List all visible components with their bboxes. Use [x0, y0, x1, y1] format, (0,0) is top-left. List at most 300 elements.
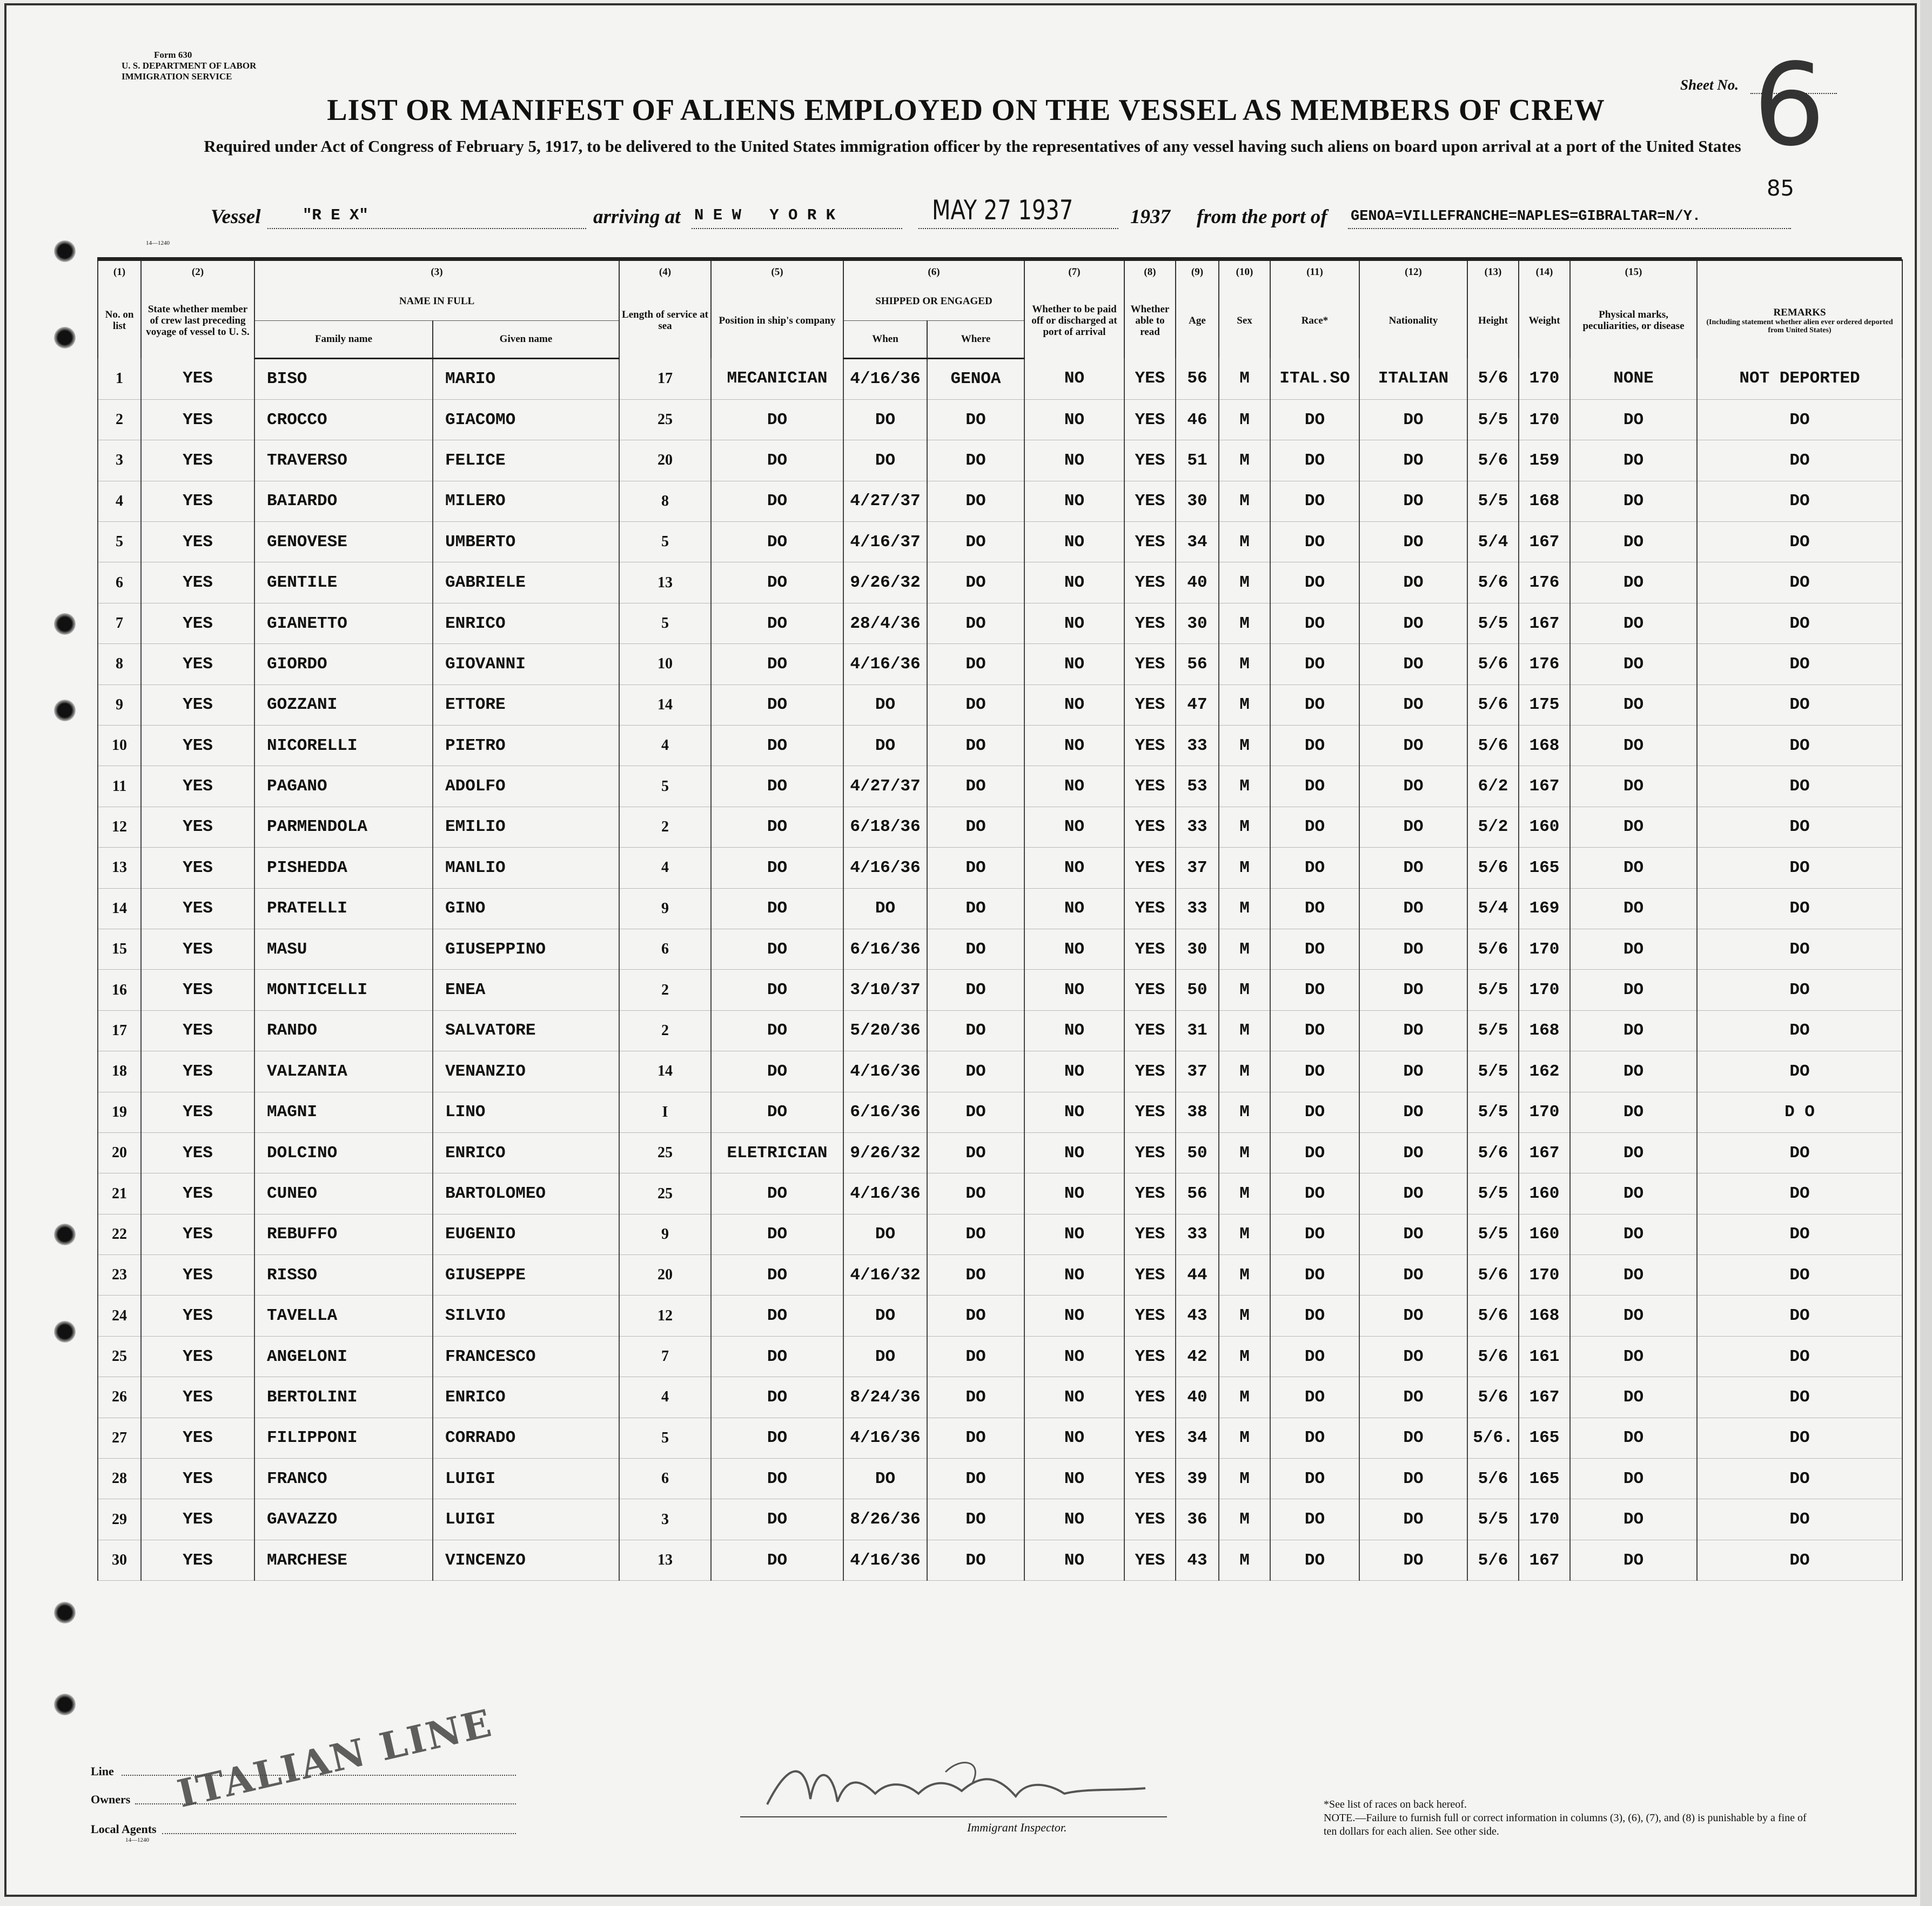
cell-race: DO	[1270, 644, 1359, 684]
header-remarks-title: REMARKS	[1773, 306, 1826, 318]
cell-no: 23	[98, 1255, 141, 1296]
cell-when: 4/16/36	[843, 1418, 927, 1458]
cell-read: YES	[1124, 807, 1176, 847]
cell-remarks: DO	[1697, 970, 1902, 1010]
cell-age: 43	[1176, 1540, 1219, 1580]
cell-marks: DO	[1570, 440, 1697, 481]
cell-sex: M	[1219, 684, 1270, 725]
cell-height: 5/4	[1467, 888, 1519, 929]
column-number-row	[98, 260, 1902, 283]
cell-race: DO	[1270, 1173, 1359, 1214]
cell-nat: DO	[1359, 929, 1467, 969]
header-name-in-full: NAME IN FULL	[254, 283, 619, 320]
table-row	[98, 440, 1902, 481]
cell-no: 7	[98, 603, 141, 643]
cell-service: 9	[619, 888, 711, 929]
cell-given: SALVATORE	[433, 1010, 619, 1051]
footnote	[1324, 1798, 1810, 1838]
header-physical: Physical marks, peculiarities, or disease	[1570, 283, 1697, 358]
cell-read: YES	[1124, 970, 1176, 1010]
cell-race: DO	[1270, 1499, 1359, 1540]
cell-no: 2	[98, 399, 141, 440]
header-sex: Sex	[1219, 283, 1270, 358]
cell-read: YES	[1124, 1459, 1176, 1499]
cell-height: 5/6	[1467, 1255, 1519, 1296]
cell-us: YES	[141, 522, 254, 562]
cell-weight: 168	[1519, 1010, 1570, 1051]
from-port: GENOA=VILLEFRANCHE=NAPLES=GIBRALTAR=N/Y.	[1351, 209, 1701, 225]
page-edge	[1920, 0, 1932, 1906]
cell-paid: NO	[1024, 440, 1124, 481]
cell-no: 11	[98, 766, 141, 807]
cell-remarks: DO	[1697, 1540, 1902, 1580]
cell-read: YES	[1124, 399, 1176, 440]
cell-read: YES	[1124, 1092, 1176, 1132]
vessel-dotline	[267, 228, 586, 229]
cell-given: PIETRO	[433, 726, 619, 766]
cell-paid: NO	[1024, 1214, 1124, 1254]
cell-read: YES	[1124, 522, 1176, 562]
cell-given: SILVIO	[433, 1296, 619, 1336]
cell-read: YES	[1124, 1132, 1176, 1173]
header-length-service: Length of service at sea	[619, 283, 711, 358]
cell-service: 4	[619, 848, 711, 888]
table-row	[98, 562, 1902, 603]
cell-read: YES	[1124, 766, 1176, 807]
header-remarks	[1697, 283, 1902, 358]
cell-family: PRATELLI	[254, 888, 433, 929]
cell-no: 1	[98, 358, 141, 399]
cell-read: YES	[1124, 1296, 1176, 1336]
form-identifier	[122, 50, 256, 82]
cell-age: 44	[1176, 1255, 1219, 1296]
cell-marks: DO	[1570, 481, 1697, 521]
cell-nat: DO	[1359, 1377, 1467, 1418]
table-row	[98, 684, 1902, 725]
table-row	[98, 522, 1902, 562]
cell-marks: DO	[1570, 603, 1697, 643]
col-num-3: (3)	[254, 260, 619, 283]
cell-height: 5/5	[1467, 970, 1519, 1010]
table-row	[98, 1010, 1902, 1051]
table-row	[98, 888, 1902, 929]
table-row	[98, 848, 1902, 888]
cell-marks: DO	[1570, 766, 1697, 807]
cell-service: 25	[619, 1132, 711, 1173]
cell-no: 9	[98, 684, 141, 725]
cell-paid: NO	[1024, 1173, 1124, 1214]
cell-sex: M	[1219, 1418, 1270, 1458]
cell-age: 51	[1176, 440, 1219, 481]
cell-service: I	[619, 1092, 711, 1132]
table-row	[98, 644, 1902, 684]
cell-paid: NO	[1024, 929, 1124, 969]
cell-nat: DO	[1359, 766, 1467, 807]
cell-read: YES	[1124, 1173, 1176, 1214]
cell-nat: DO	[1359, 1540, 1467, 1580]
cell-position: DO	[711, 807, 843, 847]
cell-height: 5/6	[1467, 1336, 1519, 1377]
cell-us: YES	[141, 726, 254, 766]
cell-sex: M	[1219, 970, 1270, 1010]
cell-race: DO	[1270, 1377, 1359, 1418]
table-row	[98, 358, 1902, 399]
cell-height: 5/6.	[1467, 1418, 1519, 1458]
cell-height: 5/6	[1467, 726, 1519, 766]
cell-when: 4/27/37	[843, 766, 927, 807]
cell-age: 39	[1176, 1459, 1219, 1499]
cell-race: DO	[1270, 1051, 1359, 1092]
cell-sex: M	[1219, 1499, 1270, 1540]
cell-no: 29	[98, 1499, 141, 1540]
cell-family: CUNEO	[254, 1173, 433, 1214]
cell-paid: NO	[1024, 970, 1124, 1010]
cell-position: DO	[711, 929, 843, 969]
cell-given: VINCENZO	[433, 1540, 619, 1580]
cell-service: 12	[619, 1296, 711, 1336]
table-row	[98, 1255, 1902, 1296]
cell-race: DO	[1270, 1255, 1359, 1296]
cell-marks: DO	[1570, 1499, 1697, 1540]
cell-when: 4/16/32	[843, 1255, 927, 1296]
col-num-14: (14)	[1519, 260, 1570, 283]
cell-sex: M	[1219, 481, 1270, 521]
col-num-10: (10)	[1219, 260, 1270, 283]
cell-given: MANLIO	[433, 848, 619, 888]
cell-position: DO	[711, 684, 843, 725]
cell-position: DO	[711, 1051, 843, 1092]
cell-sex: M	[1219, 358, 1270, 399]
cell-given: ENEA	[433, 970, 619, 1010]
cell-service: 25	[619, 399, 711, 440]
cell-nat: DO	[1359, 1336, 1467, 1377]
cell-service: 20	[619, 1255, 711, 1296]
cell-position: ELETRICIAN	[711, 1132, 843, 1173]
cell-read: YES	[1124, 1540, 1176, 1580]
cell-nat: DO	[1359, 1459, 1467, 1499]
cell-marks: DO	[1570, 807, 1697, 847]
cell-given: UMBERTO	[433, 522, 619, 562]
cell-age: 34	[1176, 1418, 1219, 1458]
cell-race: DO	[1270, 562, 1359, 603]
cell-when: 6/16/36	[843, 929, 927, 969]
cell-service: 5	[619, 1418, 711, 1458]
binder-hole	[54, 240, 76, 262]
col-num-4: (4)	[619, 260, 711, 283]
cell-us: YES	[141, 644, 254, 684]
cell-read: YES	[1124, 1051, 1176, 1092]
cell-race: DO	[1270, 1336, 1359, 1377]
cell-height: 5/5	[1467, 481, 1519, 521]
cell-where: DO	[927, 1377, 1024, 1418]
cell-nat: DO	[1359, 1296, 1467, 1336]
cell-where: DO	[927, 888, 1024, 929]
cell-paid: NO	[1024, 644, 1124, 684]
cell-no: 10	[98, 726, 141, 766]
cell-service: 14	[619, 1051, 711, 1092]
cell-us: YES	[141, 358, 254, 399]
cell-position: DO	[711, 1499, 843, 1540]
cell-race: DO	[1270, 1459, 1359, 1499]
cell-sex: M	[1219, 1336, 1270, 1377]
cell-remarks: NOT DEPORTED	[1697, 358, 1902, 399]
sheet-label: Sheet No.	[1680, 77, 1739, 93]
cell-nat: DO	[1359, 970, 1467, 1010]
cell-read: YES	[1124, 684, 1176, 725]
binder-hole	[54, 700, 76, 721]
cell-paid: NO	[1024, 603, 1124, 643]
cell-weight: 170	[1519, 1255, 1570, 1296]
cell-sex: M	[1219, 848, 1270, 888]
cell-family: MARCHESE	[254, 1540, 433, 1580]
table-row	[98, 1459, 1902, 1499]
binder-hole	[54, 327, 76, 348]
from-label: from the port of	[1197, 206, 1327, 228]
cell-position: DO	[711, 1540, 843, 1580]
cell-read: YES	[1124, 1499, 1176, 1540]
header-family-name: Family name	[254, 320, 433, 358]
cell-when: 4/16/36	[843, 1540, 927, 1580]
cell-when: 3/10/37	[843, 970, 927, 1010]
cell-family: PARMENDOLA	[254, 807, 433, 847]
cell-service: 5	[619, 603, 711, 643]
cell-when: DO	[843, 440, 927, 481]
header-position: Position in ship's company	[711, 283, 843, 358]
cell-position: DO	[711, 1255, 843, 1296]
cell-service: 7	[619, 1336, 711, 1377]
cell-when: DO	[843, 1336, 927, 1377]
cell-remarks: DO	[1697, 1499, 1902, 1540]
cell-where: DO	[927, 1459, 1024, 1499]
col-num-7: (7)	[1024, 260, 1124, 283]
cell-where: DO	[927, 929, 1024, 969]
cell-paid: NO	[1024, 1132, 1124, 1173]
col-num-11: (11)	[1270, 260, 1359, 283]
header-row-top	[98, 283, 1902, 320]
cell-given: ENRICO	[433, 1377, 619, 1418]
cell-age: 37	[1176, 848, 1219, 888]
header-nationality: Nationality	[1359, 283, 1467, 358]
from-dotline	[1348, 228, 1791, 229]
cell-no: 8	[98, 644, 141, 684]
cell-paid: NO	[1024, 726, 1124, 766]
cell-paid: NO	[1024, 684, 1124, 725]
cell-position: DO	[711, 1214, 843, 1254]
cell-when: DO	[843, 399, 927, 440]
cell-sex: M	[1219, 644, 1270, 684]
table-row	[98, 970, 1902, 1010]
cell-race: DO	[1270, 1132, 1359, 1173]
cell-race: DO	[1270, 1214, 1359, 1254]
table-row	[98, 1418, 1902, 1458]
col-num-12: (12)	[1359, 260, 1467, 283]
cell-marks: DO	[1570, 1051, 1697, 1092]
cell-weight: 165	[1519, 1459, 1570, 1499]
cell-nat: DO	[1359, 848, 1467, 888]
cell-age: 37	[1176, 1051, 1219, 1092]
cell-weight: 175	[1519, 684, 1570, 725]
cell-age: 43	[1176, 1296, 1219, 1336]
cell-height: 5/6	[1467, 848, 1519, 888]
cell-remarks: DO	[1697, 1173, 1902, 1214]
cell-remarks: DO	[1697, 562, 1902, 603]
cell-sex: M	[1219, 888, 1270, 929]
cell-paid: NO	[1024, 1459, 1124, 1499]
cell-service: 2	[619, 970, 711, 1010]
cell-position: DO	[711, 1459, 843, 1499]
cell-family: FRANCO	[254, 1459, 433, 1499]
cell-when: 4/16/36	[843, 358, 927, 399]
cell-weight: 167	[1519, 603, 1570, 643]
cell-sex: M	[1219, 1132, 1270, 1173]
cell-position: DO	[711, 888, 843, 929]
cell-height: 5/5	[1467, 1010, 1519, 1051]
cell-weight: 170	[1519, 358, 1570, 399]
cell-us: YES	[141, 1132, 254, 1173]
cell-where: DO	[927, 726, 1024, 766]
cell-nat: DO	[1359, 1132, 1467, 1173]
cell-position: DO	[711, 766, 843, 807]
cell-us: YES	[141, 1540, 254, 1580]
cell-age: 33	[1176, 888, 1219, 929]
cell-height: 5/6	[1467, 1540, 1519, 1580]
cell-weight: 167	[1519, 522, 1570, 562]
cell-marks: DO	[1570, 399, 1697, 440]
cell-no: 26	[98, 1377, 141, 1418]
cell-where: DO	[927, 1418, 1024, 1458]
cell-marks: DO	[1570, 684, 1697, 725]
cell-age: 42	[1176, 1336, 1219, 1377]
cell-us: YES	[141, 970, 254, 1010]
cell-no: 18	[98, 1051, 141, 1092]
cell-sex: M	[1219, 1377, 1270, 1418]
cell-read: YES	[1124, 603, 1176, 643]
cell-us: YES	[141, 766, 254, 807]
cell-where: DO	[927, 644, 1024, 684]
cell-weight: 160	[1519, 807, 1570, 847]
cell-given: GINO	[433, 888, 619, 929]
cell-marks: DO	[1570, 1255, 1697, 1296]
cell-position: DO	[711, 1336, 843, 1377]
col-num-6: (6)	[843, 260, 1024, 283]
col-num-1: (1)	[98, 260, 141, 283]
table-row	[98, 1540, 1902, 1580]
cell-remarks: DO	[1697, 603, 1902, 643]
cell-when: DO	[843, 888, 927, 929]
binder-hole	[54, 1224, 76, 1245]
cell-age: 40	[1176, 562, 1219, 603]
cell-marks: DO	[1570, 929, 1697, 969]
cell-read: YES	[1124, 726, 1176, 766]
cell-remarks: DO	[1697, 1010, 1902, 1051]
vessel-label: Vessel	[211, 206, 261, 228]
cell-age: 56	[1176, 644, 1219, 684]
cell-paid: NO	[1024, 848, 1124, 888]
table-row	[98, 1214, 1902, 1254]
cell-sex: M	[1219, 399, 1270, 440]
cell-where: DO	[927, 1092, 1024, 1132]
cell-us: YES	[141, 807, 254, 847]
cell-marks: DO	[1570, 1418, 1697, 1458]
cell-nat: DO	[1359, 1418, 1467, 1458]
cell-family: TRAVERSO	[254, 440, 433, 481]
cell-given: ETTORE	[433, 684, 619, 725]
cell-family: CROCCO	[254, 399, 433, 440]
cell-height: 5/6	[1467, 358, 1519, 399]
date-stamp: MAY 27 1937	[932, 194, 1074, 226]
cell-nat: DO	[1359, 807, 1467, 847]
cell-family: RISSO	[254, 1255, 433, 1296]
cell-age: 30	[1176, 929, 1219, 969]
cell-paid: NO	[1024, 399, 1124, 440]
cell-paid: NO	[1024, 1499, 1124, 1540]
cell-marks: DO	[1570, 562, 1697, 603]
cell-sex: M	[1219, 522, 1270, 562]
cell-when: 6/16/36	[843, 1092, 927, 1132]
cell-nat: DO	[1359, 1051, 1467, 1092]
cell-remarks: DO	[1697, 1214, 1902, 1254]
cell-age: 33	[1176, 726, 1219, 766]
cell-no: 22	[98, 1214, 141, 1254]
cell-when: 28/4/36	[843, 603, 927, 643]
cell-position: DO	[711, 1296, 843, 1336]
header-height: Height	[1467, 283, 1519, 358]
header-shipped: SHIPPED OR ENGAGED	[843, 283, 1024, 320]
agents-dotline	[162, 1833, 516, 1834]
cell-weight: 167	[1519, 1540, 1570, 1580]
cell-when: DO	[843, 1459, 927, 1499]
cell-race: DO	[1270, 481, 1359, 521]
cell-height: 5/6	[1467, 929, 1519, 969]
cell-weight: 170	[1519, 1499, 1570, 1540]
cell-read: YES	[1124, 440, 1176, 481]
cell-height: 5/5	[1467, 1092, 1519, 1132]
cell-when: 8/26/36	[843, 1499, 927, 1540]
col-num-13: (13)	[1467, 260, 1519, 283]
date-dotline	[918, 228, 1118, 229]
cell-position: DO	[711, 481, 843, 521]
cell-where: DO	[927, 399, 1024, 440]
cell-position: DO	[711, 1418, 843, 1458]
cell-race: DO	[1270, 726, 1359, 766]
cell-race: DO	[1270, 1418, 1359, 1458]
cell-us: YES	[141, 1418, 254, 1458]
cell-when: 9/26/32	[843, 562, 927, 603]
header-remarks-sub: (Including statement whether alien ever ordered deported from United States)	[1706, 318, 1893, 334]
cell-weight: 176	[1519, 562, 1570, 603]
header-where: Where	[927, 320, 1024, 358]
cell-nat: DO	[1359, 1092, 1467, 1132]
cell-paid: NO	[1024, 1010, 1124, 1051]
cell-remarks: DO	[1697, 1255, 1902, 1296]
table-row	[98, 1092, 1902, 1132]
cell-when: 4/27/37	[843, 481, 927, 521]
cell-sex: M	[1219, 1173, 1270, 1214]
cell-family: VALZANIA	[254, 1051, 433, 1092]
cell-when: 4/16/36	[843, 644, 927, 684]
cell-weight: 167	[1519, 1132, 1570, 1173]
cell-marks: DO	[1570, 1296, 1697, 1336]
cell-marks: DO	[1570, 522, 1697, 562]
cell-service: 9	[619, 1214, 711, 1254]
cell-sex: M	[1219, 440, 1270, 481]
cell-us: YES	[141, 1296, 254, 1336]
cell-remarks: DO	[1697, 1051, 1902, 1092]
owners-label: Owners	[91, 1793, 131, 1806]
cell-when: DO	[843, 1214, 927, 1254]
cell-no: 30	[98, 1540, 141, 1580]
cell-marks: DO	[1570, 1214, 1697, 1254]
